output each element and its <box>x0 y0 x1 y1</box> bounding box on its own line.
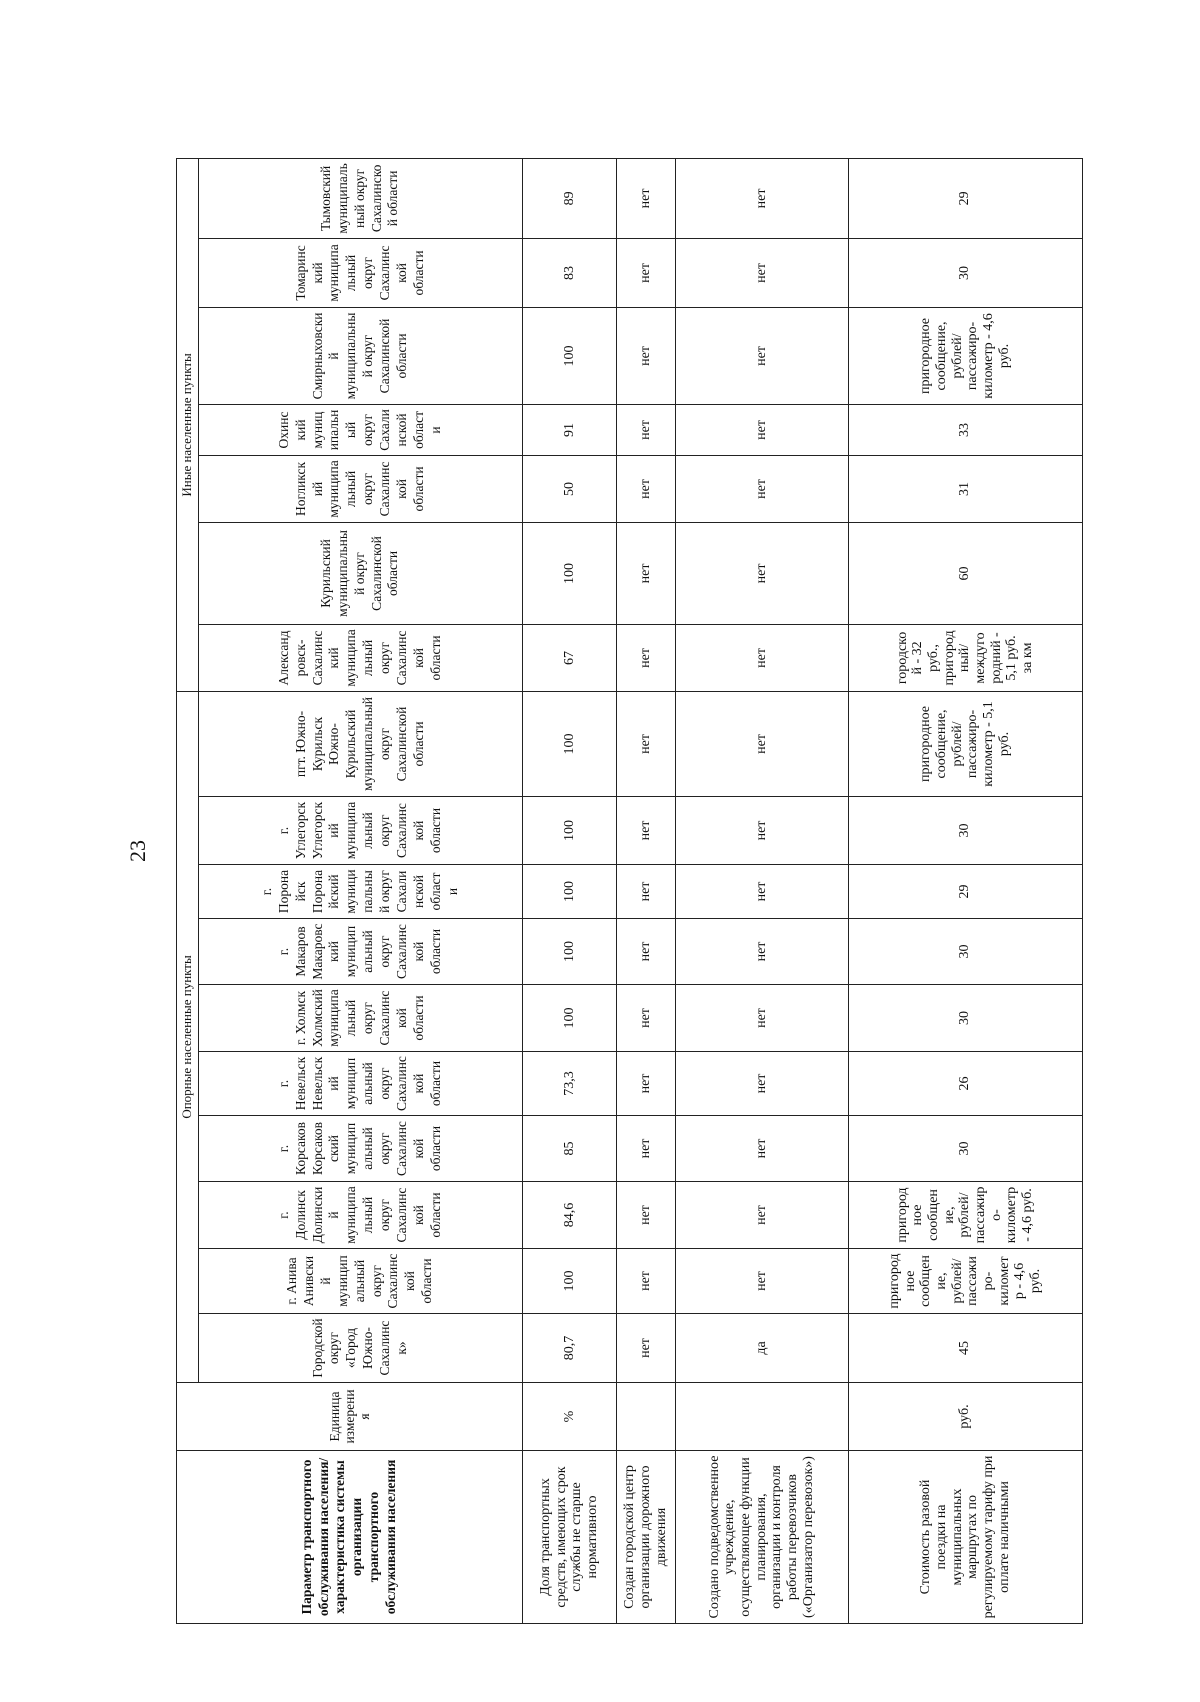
unit-cell <box>617 1383 675 1451</box>
value-cell: 31 <box>848 455 1082 522</box>
value-cell: нет <box>675 522 848 624</box>
value-cell: нет <box>675 1249 848 1314</box>
value-cell: 85 <box>522 1116 617 1182</box>
value-cell: 91 <box>522 404 617 455</box>
value-cell: 84,6 <box>522 1182 617 1249</box>
value-cell: 100 <box>522 307 617 404</box>
group-support-label: Опорные населенные пункты <box>177 691 199 1382</box>
settlement-name: Тымовский муниципальный округ Сахалинской области <box>198 158 522 238</box>
table-row <box>675 158 848 1623</box>
settlement-name: пгт. Южно-Курильск Южно-Курильский муниципальный округ Сахалинской области <box>198 691 522 796</box>
value-cell: нет <box>617 985 675 1052</box>
value-cell: 73,3 <box>522 1052 617 1116</box>
settlement-name: Ногликский муниципальный округ Сахалинской области <box>198 455 522 522</box>
value-cell: нет <box>617 1314 675 1383</box>
unit-cell <box>675 1383 848 1451</box>
settlement-name: г. Углегорск Углегорский муниципальный округ Сахалинской области <box>198 797 522 865</box>
value-cell: нет <box>617 455 675 522</box>
value-cell: 100 <box>522 865 617 919</box>
transport-parameters-table <box>176 158 1083 1624</box>
value-cell: нет <box>675 238 848 307</box>
value-cell: нет <box>617 1182 675 1249</box>
value-cell: 100 <box>522 985 617 1052</box>
value-cell: 30 <box>848 985 1082 1052</box>
settlement-name: г. Поронайск Поронайский муниципальный округ Сахалинской области <box>198 865 522 919</box>
value-cell: нет <box>617 1249 675 1314</box>
value-cell: нет <box>675 1182 848 1249</box>
value-cell: 30 <box>848 919 1082 985</box>
value-cell: 83 <box>522 238 617 307</box>
unit-cell: % <box>522 1383 617 1451</box>
value-cell: 80,7 <box>522 1314 617 1383</box>
settlement-name: г. Анива Анивский муниципальный округ Сахалинской области <box>198 1249 522 1314</box>
value-cell: 26 <box>848 1052 1082 1116</box>
value-cell: да <box>675 1314 848 1383</box>
value-cell: нет <box>617 624 675 691</box>
table-row <box>848 158 1082 1623</box>
value-cell: 30 <box>848 797 1082 865</box>
unit-header: Единица измерения <box>177 1383 523 1451</box>
value-cell: 100 <box>522 522 617 624</box>
value-cell: 67 <box>522 624 617 691</box>
value-cell: 100 <box>522 691 617 796</box>
value-cell: нет <box>675 1116 848 1182</box>
settlement-name: г. Долинск Долинский муниципальный округ Сахалинской области <box>198 1182 522 1249</box>
unit-cell: руб. <box>848 1383 1082 1451</box>
value-cell: нет <box>617 404 675 455</box>
settlement-name: г. Невельск Невельский муниципальный округ Сахалинской области <box>198 1052 522 1116</box>
value-cell: городской - 32 руб., пригородный/междугородний - 5,1 руб. за км <box>848 624 1082 691</box>
value-cell: 29 <box>848 865 1082 919</box>
value-cell: нет <box>675 1052 848 1116</box>
table-row <box>617 158 675 1623</box>
group-row <box>177 158 199 1623</box>
settlement-name: г. Корсаков Корсаковский муниципальный округ Сахалинской области <box>198 1116 522 1182</box>
settlement-name: Курильский муниципальный округ Сахалинской области <box>198 522 522 624</box>
value-cell: 100 <box>522 919 617 985</box>
settlement-name: Городской округ «Город Южно-Сахалинск» <box>198 1314 522 1383</box>
value-cell: нет <box>617 919 675 985</box>
value-cell: нет <box>617 158 675 238</box>
value-cell: 89 <box>522 158 617 238</box>
value-cell: нет <box>617 691 675 796</box>
param-label: Создано подведомственное учреждение, осуществляющее функции планирования, организации и контроля работы перевозчиков («Организатор перевозок») <box>675 1451 848 1624</box>
value-cell: нет <box>675 307 848 404</box>
param-label: Стоимость разовой поездки на муниципальных маршрутах по регулируемому тарифу при оплате наличными <box>848 1451 1082 1624</box>
value-cell: нет <box>675 455 848 522</box>
settlement-name: Охинский муниципальный округ Сахалинской области <box>198 404 522 455</box>
value-cell: нет <box>675 865 848 919</box>
value-cell: пригородное сообщение, рублей/ пассажиро-километр - 4,6 руб. <box>848 307 1082 404</box>
value-cell: нет <box>675 404 848 455</box>
settlement-name: г. Холмск Холмский муниципальный округ Сахалинской области <box>198 985 522 1052</box>
param-label: Создан городской центр организации дорожного движения <box>617 1451 675 1624</box>
value-cell: 29 <box>848 158 1082 238</box>
value-cell: нет <box>675 797 848 865</box>
settlement-name: г. Макаров Макаровский муниципальный округ Сахалинской области <box>198 919 522 985</box>
settlement-name: Смирныховский муниципальный округ Сахалинской области <box>198 307 522 404</box>
value-cell: нет <box>617 307 675 404</box>
page-number: 23 <box>125 840 150 862</box>
value-cell: нет <box>617 1052 675 1116</box>
settlement-name: Александровск-Сахалинский муниципальный округ Сахалинской области <box>198 624 522 691</box>
value-cell: нет <box>617 238 675 307</box>
value-cell: 50 <box>522 455 617 522</box>
param-header: Параметр транспортного обслуживания населения/ характеристика системы организации транспортного обслуживания населения <box>177 1451 523 1624</box>
table-row <box>522 158 617 1623</box>
value-cell: нет <box>617 1116 675 1182</box>
param-label: Доля транспортных средств, имеющих срок службы не старше нормативного <box>522 1451 617 1624</box>
value-cell: нет <box>617 797 675 865</box>
value-cell: нет <box>675 985 848 1052</box>
value-cell: 45 <box>848 1314 1082 1383</box>
rotated-table-container <box>176 89 1083 1624</box>
value-cell: 100 <box>522 797 617 865</box>
value-cell: нет <box>617 865 675 919</box>
value-cell: пригородное сообщение, рублей/ пассажиро-километр - 4,6 руб. <box>848 1182 1082 1249</box>
value-cell: пригородное сообщение, рублей/ пассажиро-километр - 5,1 руб. <box>848 691 1082 796</box>
value-cell: 30 <box>848 238 1082 307</box>
value-cell: нет <box>675 691 848 796</box>
value-cell: 30 <box>848 1116 1082 1182</box>
value-cell: нет <box>675 919 848 985</box>
settlement-name: Томаринский муниципальный округ Сахалинской области <box>198 238 522 307</box>
value-cell: пригородное сообщение, рублей/ пассажиро-километр - 4,6 руб. <box>848 1249 1082 1314</box>
value-cell: 33 <box>848 404 1082 455</box>
group-other-label: Иные населенные пункты <box>177 158 199 691</box>
value-cell: нет <box>675 624 848 691</box>
value-cell: нет <box>675 158 848 238</box>
value-cell: нет <box>617 522 675 624</box>
value-cell: 100 <box>522 1249 617 1314</box>
value-cell: 60 <box>848 522 1082 624</box>
